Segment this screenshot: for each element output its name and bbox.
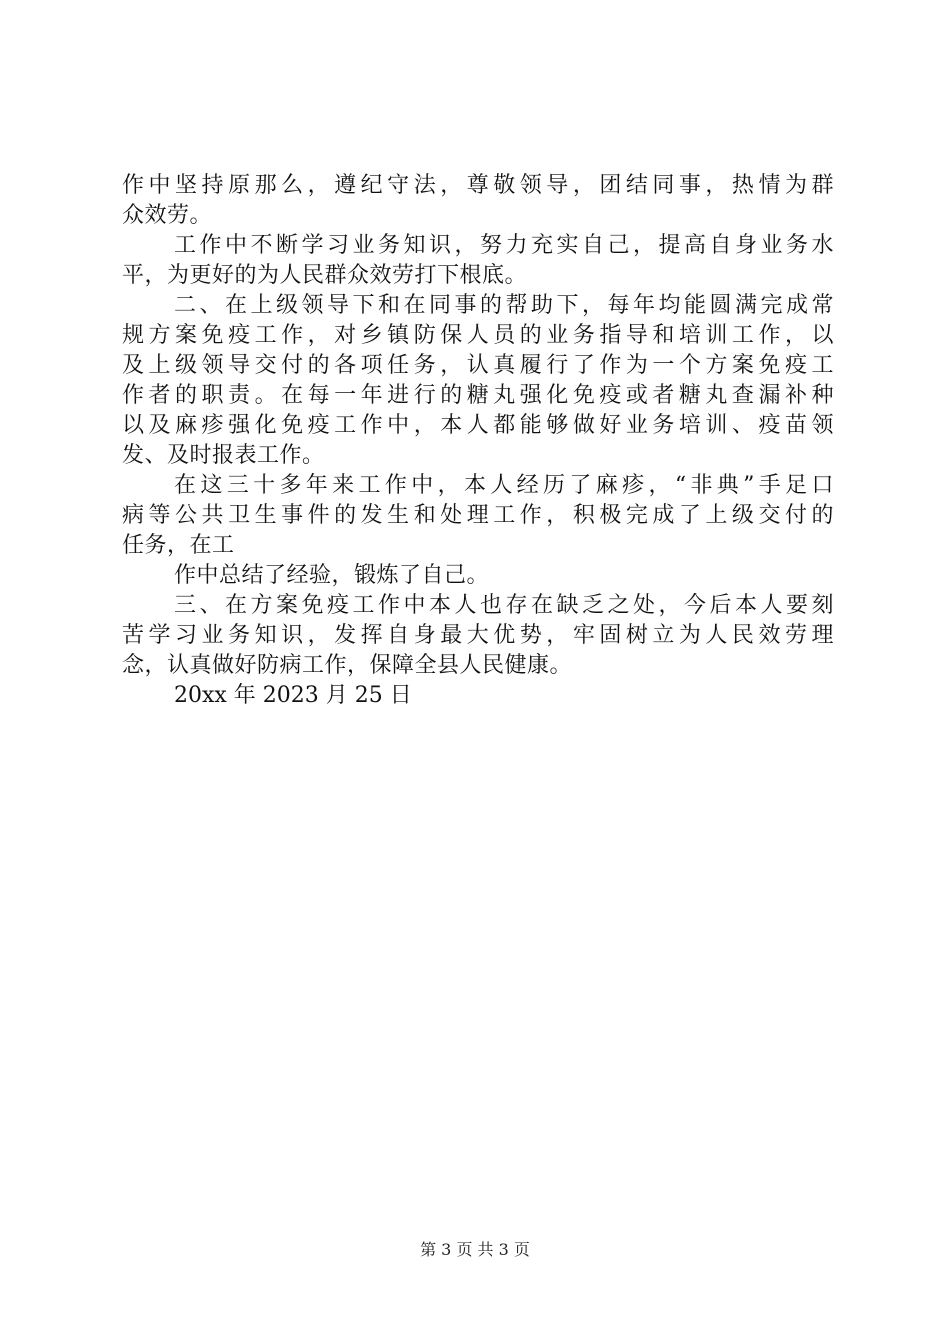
text-line: 众效劳。 <box>122 203 213 228</box>
document-date: 20xx 年 2023 月 25 日 <box>174 683 412 708</box>
text-line: 苦学习业务知识，发挥自身最大优势，牢固树立为人民效劳理 <box>122 623 834 648</box>
text-line: 作者的职责。在每一年进行的糖丸强化免疫或者糖丸查漏补种 <box>122 383 834 408</box>
text-line: 发、及时报表工作。 <box>122 443 325 468</box>
document-body <box>122 171 834 711</box>
text-line: 以及麻疹强化免疫工作中，本人都能够做好业务培训、疫苗领 <box>122 413 834 438</box>
text-line: 及上级领导交付的各项任务，认真履行了作为一个方案免疫工 <box>122 353 834 378</box>
text-line: 念，认真做好防病工作，保障全县人民健康。 <box>122 653 573 678</box>
text-line: 平，为更好的为人民群众效劳打下根底。 <box>122 263 528 288</box>
text-line: 规方案免疫工作，对乡镇防保人员的业务指导和培训工作，以 <box>122 323 834 348</box>
page-number-label: 第 3 页 共 3 页 <box>420 1240 530 1259</box>
paragraph-first-line: 工作中不断学习业务知识，努力充实自己，提高自身业务水 <box>174 233 834 258</box>
text-line: 任务，在工 <box>122 533 235 558</box>
text-line: 作中坚持原那么，遵纪守法，尊敬领导，团结同事，热情为群 <box>122 173 834 198</box>
page-footer <box>0 1239 950 1261</box>
text-line: 病等公共卫生事件的发生和处理工作，积极完成了上级交付的 <box>122 503 834 528</box>
paragraph-first-line: 作中总结了经验，锻炼了自己。 <box>174 563 490 588</box>
paragraph-first-line: 二、在上级领导下和在同事的帮助下，每年均能圆满完成常 <box>174 293 834 318</box>
paragraph-first-line: 在这三十多年来工作中，本人经历了麻疹，“非典”手足口 <box>174 473 834 498</box>
paragraph-first-line: 三、在方案免疫工作中本人也存在缺乏之处，今后本人要刻 <box>174 593 834 618</box>
